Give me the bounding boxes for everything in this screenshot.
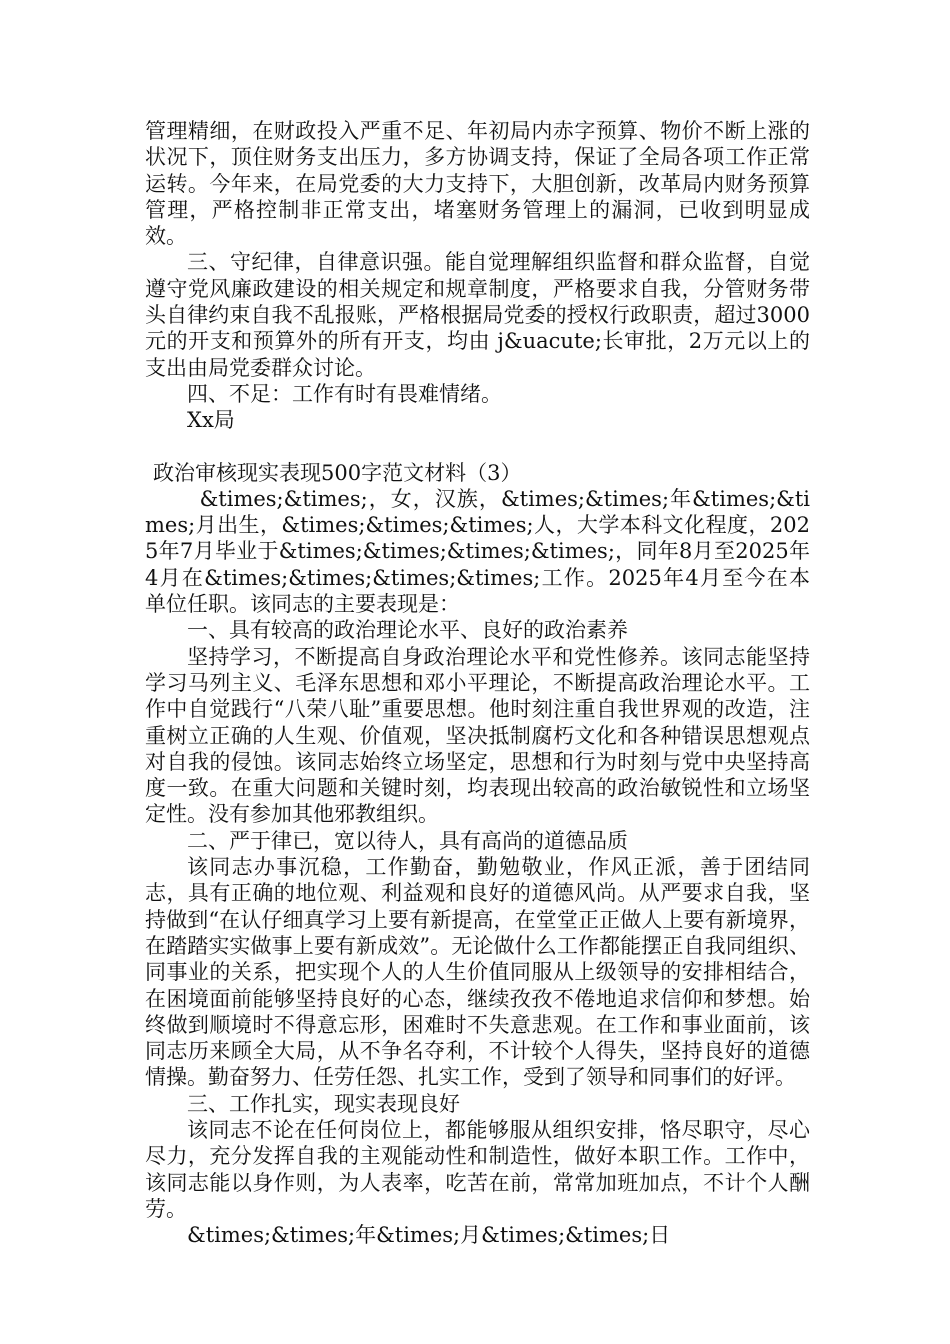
- paragraph-shortcomings: 四、不足：工作有时有畏难情绪。: [187, 381, 502, 406]
- paragraph-discipline: 三、守纪律，自律意识强。能自觉理解组织监督和群众监督，自觉遵守党风廉政建设的相关规定和规章制度，严格要求自我，分管财务带头自律约束自我不乱报账，严格根据局党委的授权行政职责，超过3000元的开支和预算外的所有开支，均由 j&uacute;长审批，2万元以上的支出由局党委群众讨论。: [145, 250, 810, 380]
- paragraph-intro: &times;&times;，女，汉族，&times;&times;年&times;&times;月出生，&times;&times;&times;人，大学本科文化程度，2025年7月毕业于&times;&times;&times;&times;，同年8月至2025年4月在&times;&times;&times;&times;工作。2025年4月至今在本单位任职。该同志的主要表现是：: [145, 486, 810, 617]
- heading-moral-quality: 二、严于律已，宽以待人，具有高尚的道德品质: [187, 828, 628, 853]
- paragraph-work-performance: 该同志不论在任何岗位上，都能够服从组织安排，恪尽职守，尽心尽力，充分发挥自我的主观能动性和制造性，做好本职工作。工作中，该同志能以身作则，为人表率，吃苦在前，常常加班加点，不计个人酬劳。: [145, 1117, 810, 1221]
- paragraph-moral-quality: 该同志办事沉稳，工作勤奋，勤勉敬业，作风正派，善于团结同志，具有正确的地位观、利益观和良好的道德风尚。从严要求自我，坚持做到“在认仔细真学习上要有新提高，在堂堂正正做人上要有新境界，在踏踏实实做事上要有新成效”。无论做什么工作都能摆正自我同组织、同事业的关系，把实现个人的人生价值同服从上级领导的安排相结合，在困境面前能够坚持良好的心态，继续孜孜不倦地追求信仰和梦想。始终做到顺境时不得意忘形，困难时不失意悲观。在工作和事业面前，该同志历来顾全大局，从不争名夺利，不计较个人得失，坚持良好的道德情操。勤奋努力、任劳任怨、扎实工作，受到了领导和同事们的好评。: [145, 855, 810, 1090]
- document-page: [145, 118, 810, 1248]
- signature-bureau: Xx局: [187, 408, 235, 433]
- heading-political-theory: 一、具有较高的政治理论水平、良好的政治素养: [187, 618, 628, 643]
- date-line: &times;&times;年&times;月&times;&times;日: [187, 1223, 671, 1248]
- paragraph-finance-management: 管理精细，在财政投入严重不足、年初局内赤字预算、物价不断上涨的状况下，顶住财务支出压力，多方协调支持，保证了全局各项工作正常运转。今年来，在局党委的大力支持下，大胆创新，改革局内财务预算管理，严格控制非正常支出，堵塞财务管理上的漏洞，已收到明显成效。: [145, 119, 810, 249]
- paragraph-political-theory: 坚持学习，不断提高自身政治理论水平和党性修养。该同志能坚持学习马列主义、毛泽东思想和邓小平理论，不断提高政治理论水平。工作中自觉践行“八荣八耻”重要思想。他时刻注重自我世界观的改造，注重树立正确的人生观、价值观，坚决抵制腐朽文化和各种错误思想观点对自我的侵蚀。该同志始终立场坚定，思想和行为时刻与党中央坚持高度一致。在重大问题和关键时刻，均表现出较高的政治敏锐性和立场坚定性。没有参加其他邪教组织。: [145, 644, 810, 827]
- heading-work-performance: 三、工作扎实，现实表现良好: [187, 1091, 460, 1116]
- section-gap: [145, 434, 810, 460]
- article-title: 政治审核现实表现500字范文材料（3）: [153, 460, 522, 485]
